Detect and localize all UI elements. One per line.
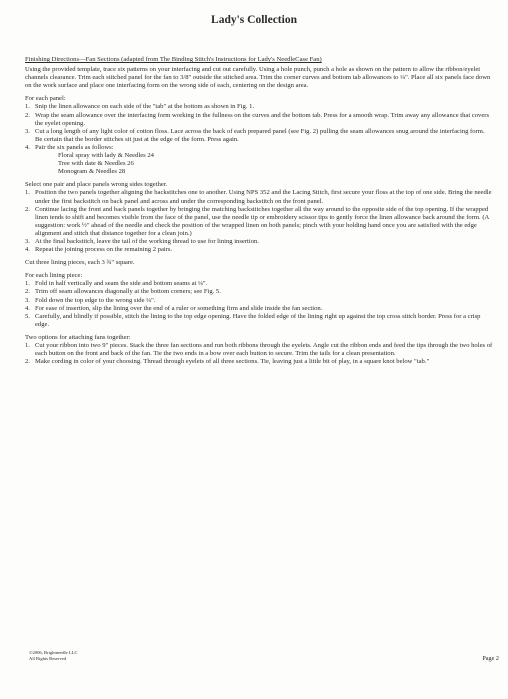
pairs-list: [25, 152, 493, 176]
list-item: 5. Carefully, and blindly if possible, stitch the lining to the top edge opening. Have the folded edge of the lining right up against the top cross stitch border. Press for a crisp edge.: [25, 312, 481, 328]
option-steps-list: [25, 342, 493, 366]
intro-paragraph: Using the provided template, trace six patterns on your interfacing and cut out carefully. Using a hole punch, punch a hole as shown on the pattern to allow the ribbon/eyelet channels clearance. Trim each stitched panel for the fan to 3/8" outside the stitched area. Trim the corner curves and bottom tab allowances to ¼". Place all six panels face down on the work surface and place one interfacing form on the wrong side of each, centering on the design area.: [25, 66, 491, 90]
list-item: 3. Cut a long length of any light color of cotton floss. Lace across the back of each prepared panel (see Fig. 2) pulling the seam allowances snug around the interfacing form. Be certain that the border stitches sit just at the edge of the form. Press again.: [25, 127, 485, 143]
copyright-line: ©2006, Brightneedle LLC: [29, 650, 78, 655]
list-item: 1. Cut your ribbon into two 9" pieces. Stack the three fan sections and run both ribbons through the eyelets. Angle cut the ribbon ends and feed the tips through the two holes of each button on the front and back of the fan. Tie the two ends in a bow over each button to secure. Trim the tails for a clean presentation.: [25, 342, 493, 358]
document-body: [25, 56, 493, 366]
list-item: 1. Snip the linen allowance on each side of the "tab" at the bottom as shown in Fig. 1.: [25, 103, 255, 111]
section-heading: Finishing Directions—Fan Sections (adapted from The Binding Stitch's Instructions for Lady's NeedleCase Fan): [25, 56, 322, 63]
list-item: 2. Continue lacing the front and back panels together by bringing the matching backstitches together all the way around to the opposite side of the top opening. If the wrapped linen tends to shift and becomes visible from the face of the panel, use the needle tip or embroidery scissor tips to gently force the linen allowance back around the form. (A suggestion: work ½" ahead of the needle and check the position of the wrapped linen on both panels; pinch with your holding hand once you are satisfied with the edge alignment and stitch that distance together for a clean join.): [25, 205, 489, 237]
list-item: 1. Fold in half vertically and seam the side and bottom seams at ¼".: [25, 280, 208, 288]
panel-steps-list: [25, 103, 493, 152]
list-item: 2. Make cording in color of your choosing. Thread through eyelets of all three sections. Tie, leaving just a little bit of play, in a square knot below "tab.": [25, 358, 430, 366]
options-intro: Two options for attaching fans together:: [25, 333, 131, 341]
list-item: 4. Pair the six panels as follows:: [25, 143, 114, 151]
pair-steps-list: [25, 189, 493, 254]
pair-item: Floral spray with lady & Needles 24: [58, 152, 154, 160]
pair-item: Tree with date & Needles 26: [58, 160, 134, 168]
list-item: 2. Trim off seam allowances diagonally at the bottom corners; see Fig. 5.: [25, 288, 221, 296]
pair-item: Monogram & Needles 28: [58, 168, 126, 176]
lining-intro: For each lining piece:: [25, 272, 83, 280]
list-item: 2. Wrap the seam allowance over the interfacing form working in the fullness on the curves and the bottom tab. Press for a smooth wrap. Trim away any allowance that covers the eyelet opening.: [25, 111, 490, 127]
panel-intro: For each panel:: [25, 95, 66, 103]
list-item: 3. Fold down the top edge to the wrong side ¼".: [25, 296, 156, 304]
list-item: 4. Repeat the joining process on the remaining 2 pairs.: [25, 246, 173, 254]
list-item: 3. At the final backstitch, leave the tail of the working thread to use for lining insertion.: [25, 237, 259, 245]
cut-lining-line: Cut three lining pieces, each 3 ¾" square.: [25, 259, 135, 267]
list-item: 4. For ease of insertion, slip the lining over the end of a ruler or something firm and slide inside the fan section.: [25, 304, 323, 312]
page-title: Lady's Collection: [211, 14, 297, 26]
page-number: Page 2: [482, 655, 499, 662]
lining-steps-list: [25, 280, 493, 329]
copyright-footer: [29, 650, 78, 661]
rights-line: All Rights Reserved: [29, 655, 67, 661]
list-item: 1. Position the two panels together aligning the backstitches one to another. Using NPS 352 and the Lacing Stitch, first secure your floss at the top of one side. Bring the needle under the first backstitch on back panel and across and under the corresponding backstitch on the front panel.: [25, 189, 492, 205]
pair-intro: Select one pair and place panels wrong sides together.: [25, 181, 168, 189]
